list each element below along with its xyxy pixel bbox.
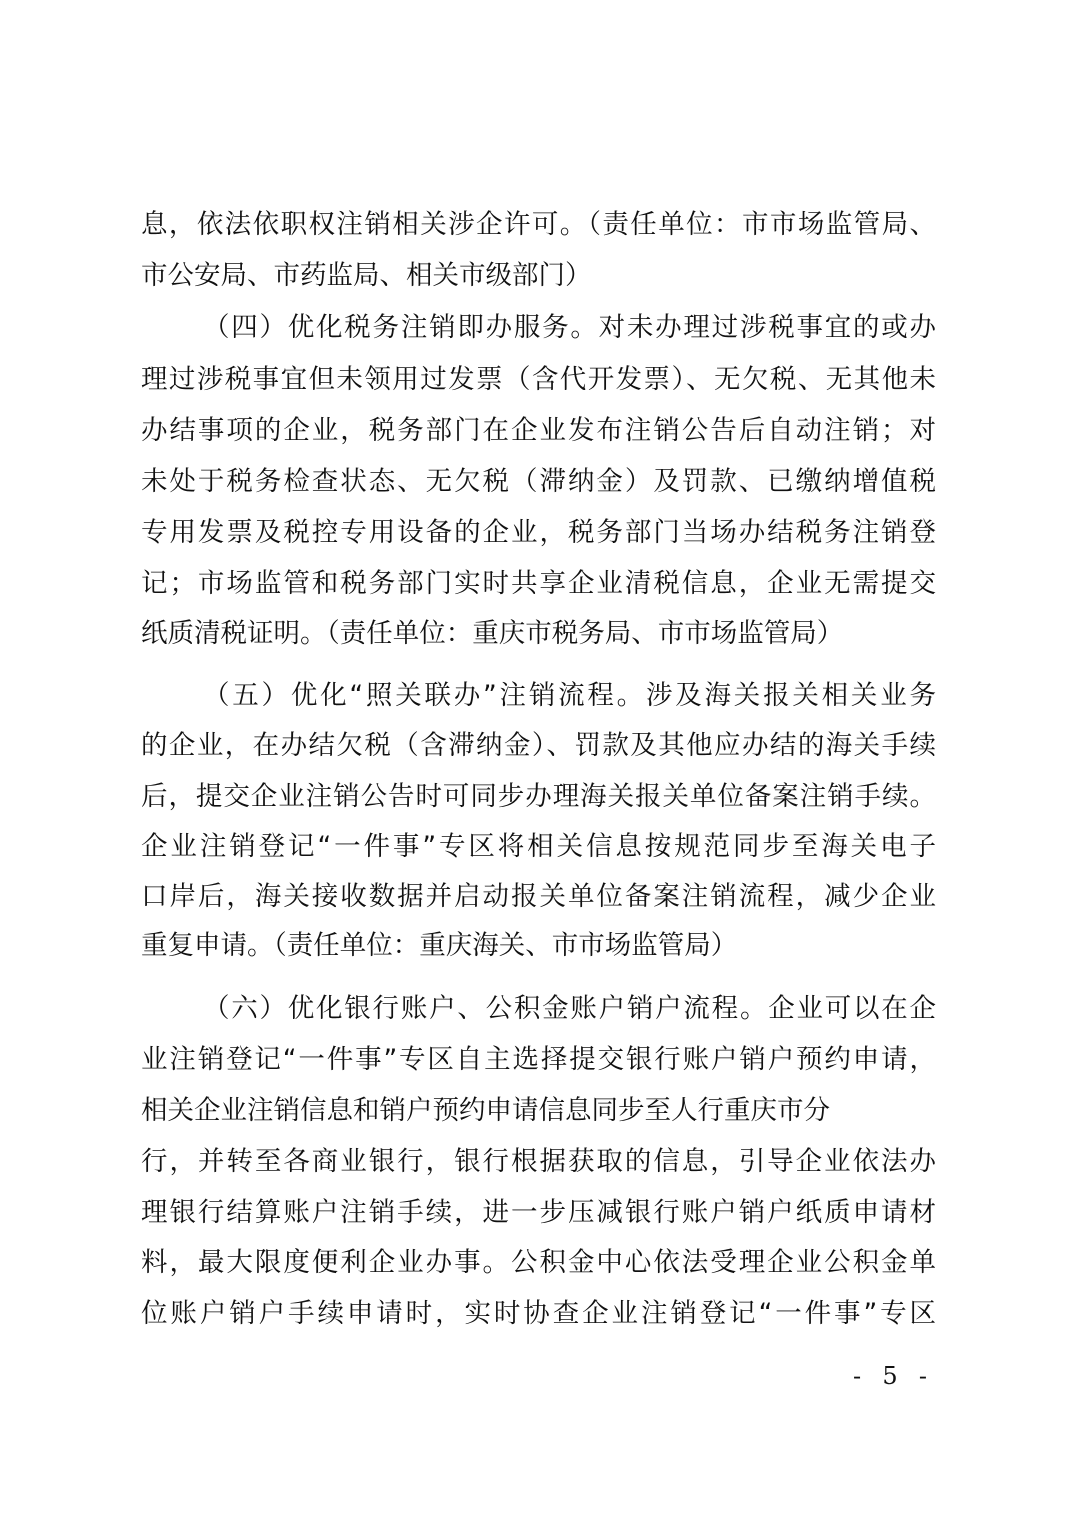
text-line: 相关企业注销信息和销户预约申请信息同步至人行重庆市分 [141, 1095, 830, 1126]
text-line: 口岸后，海关接收数据并启动报关单位备案注销流程，减少企业 [141, 881, 936, 912]
text-line: 纸质清税证明。（责任单位：重庆市税务局、市市场监管局） [141, 618, 844, 649]
paragraph-first-line: （六）优化银行账户、公积金账户销户流程。企业可以在企 [203, 993, 936, 1024]
text-line: 料，最大限度便利企业办事。公积金中心依法受理企业公积金单 [141, 1247, 936, 1278]
text-line: 的企业，在办结欠税（含滞纳金）、罚款及其他应办结的海关手续 [141, 730, 936, 761]
text-line: 理银行结算账户注销手续，进一步压减银行账户销户纸质申请材 [141, 1197, 936, 1228]
page-number: - 5 - [852, 1362, 929, 1390]
text-line: 行，并转至各商业银行，银行根据获取的信息，引导企业依法办 [141, 1146, 936, 1177]
text-line: 办结事项的企业，税务部门在企业发布注销公告后自动注销；对 [141, 415, 936, 446]
text-line: 位账户销户手续申请时，实时协查企业注销登记“一件事”专区 [141, 1298, 936, 1329]
text-line: 业注销登记“一件事”专区自主选择提交银行账户销户预约申请， [141, 1044, 936, 1075]
text-line: 市公安局、市药监局、相关市级部门） [141, 260, 592, 291]
text-line: 记；市场监管和税务部门实时共享企业清税信息，企业无需提交 [141, 568, 936, 599]
paragraph-first-line: （五）优化“照关联办”注销流程。涉及海关报关相关业务 [203, 680, 936, 711]
text-line: 重复申请。（责任单位：重庆海关、市市场监管局） [141, 930, 738, 961]
text-line: 专用发票及税控专用设备的企业，税务部门当场办结税务注销登 [141, 517, 936, 548]
text-line: 理过涉税事宜但未领用过发票（含代开发票）、无欠税、无其他未 [141, 364, 936, 395]
text-line: 企业注销登记“一件事”专区将相关信息按规范同步至海关电子 [141, 831, 936, 862]
paragraph-first-line: （四）优化税务注销即办服务。对未办理过涉税事宜的或办 [203, 312, 936, 343]
text-line: 息，依法依职权注销相关涉企许可。（责任单位：市市场监管局、 [141, 209, 936, 240]
text-line: 未处于税务检查状态、无欠税（滞纳金）及罚款、已缴纳增值税 [141, 466, 936, 497]
text-line: 后，提交企业注销公告时可同步办理海关报关单位备案注销手续。 [141, 781, 936, 812]
